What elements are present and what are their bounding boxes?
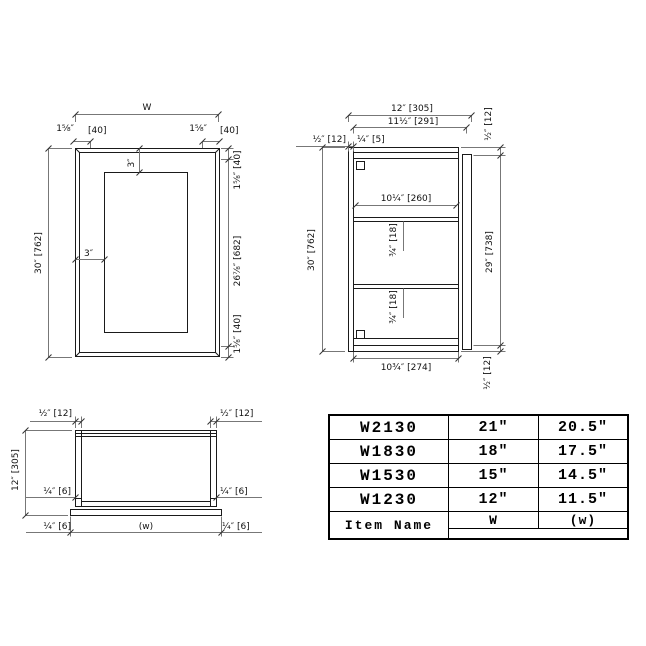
dim-top-overhang-right: ¼″ [6] [222,522,250,532]
dim-front-opening: 26⅞″ [682] [233,235,243,287]
bottom-panel [354,339,459,346]
door-edge [463,155,472,350]
dim-side-depth-box: 11½″ [291] [387,117,439,127]
model-cell: W1230 [329,488,449,512]
dim-front-door-side-offset: 3″ [84,249,94,259]
dim-top-door-width: (w) [138,522,154,532]
dim-top-depth: 12″ [305] [11,449,21,491]
width-cell: 12" [449,488,539,512]
dim-front-door-top-offset: 3″ [127,158,137,168]
back-panel-lines [76,434,217,437]
dim-top-side-right: ½″ [12] [220,409,254,419]
front-view [34,103,243,361]
table-row [329,488,628,512]
shelf-lower [354,285,459,289]
dim-front-stile-right-mm: [40] [220,126,239,136]
model-cell: W1830 [329,440,449,464]
dim-side-reveal-bottom: ½″ [12] [483,356,493,390]
dim-side-depth-overall: 12″ [305] [391,104,433,114]
width-cell: 21" [449,415,539,440]
frame-corner-miters [76,149,220,357]
table-row [329,464,628,488]
dim-front-stile-right-in: 1⅝″ [189,124,207,134]
width-cell: 15" [449,464,539,488]
dim-front-rail-top: 1⅝″ [40] [233,150,243,190]
front-view-outline [76,149,220,357]
top-view-dimension-lines [26,417,263,537]
table-header-row [329,512,628,529]
dim-side-shelf-bottom: ¾″ [18] [389,290,399,324]
dim-side-gap: ¼″ [5] [357,135,385,145]
dim-side-reveal-top: ½″ [12] [484,107,494,141]
door-width-cell: 17.5" [539,440,629,464]
w-header: W [449,512,539,529]
dim-front-height: 30″ [762] [34,232,44,274]
front-view-dimension-lines [49,115,234,358]
shelf-upper [354,218,459,222]
hanging-rail-top [357,162,365,170]
table-row [329,415,628,440]
empty-cell [449,529,629,540]
dim-front-rail-bottom: 1⅝″ [40] [233,314,243,354]
dim-front-width: W [142,103,152,113]
table-row [329,440,628,464]
dim-top-reveal-right: ¼″ [6] [220,487,248,497]
dim-front-stile-left-in: 1⅝″ [56,124,74,134]
corner-block-right [211,499,217,507]
model-cell: W2130 [329,415,449,440]
dim-side-bottom-depth: 10¾″ [274] [380,363,432,373]
hanging-rail-bottom [357,331,365,339]
model-cell: W1530 [329,464,449,488]
item-name-header: Item Name [329,512,449,540]
side-view-dimension-ticks [320,113,504,362]
dim-side-height: 30″ [762] [307,229,317,271]
top-view-outline [71,431,222,516]
dim-top-overhang-left: ¼″ [6] [43,522,71,532]
door-width-cell: 11.5" [539,488,629,512]
dim-front-stile-left-mm: [40] [88,126,107,136]
dim-side-shelf-top: ¾″ [18] [389,223,399,257]
cabinet-inner-frame [80,153,216,353]
top-view [11,409,262,537]
dim-side-door-height: 29″ [738] [485,231,495,273]
corner-block-left [76,499,82,507]
size-table [328,414,629,540]
dim-side-back-thickness: ½″ [12] [312,135,346,145]
w-small-header: (w) [539,512,629,529]
dim-top-side-left: ½″ [12] [38,409,72,419]
dim-side-interior-depth: 10¼″ [260] [380,194,432,204]
side-view [296,104,506,390]
door-width-cell: 20.5" [539,415,629,440]
door-slab [71,510,222,516]
side-view-outline [349,148,472,352]
door-width-cell: 14.5" [539,464,629,488]
side-panel-lines [82,431,211,507]
cabinet-outer-frame [76,149,220,357]
top-cabinet-box [76,431,217,507]
dim-top-reveal-left: ¼″ [6] [43,487,71,497]
door-panel [105,173,188,333]
top-panel [354,153,459,159]
width-cell: 18" [449,440,539,464]
